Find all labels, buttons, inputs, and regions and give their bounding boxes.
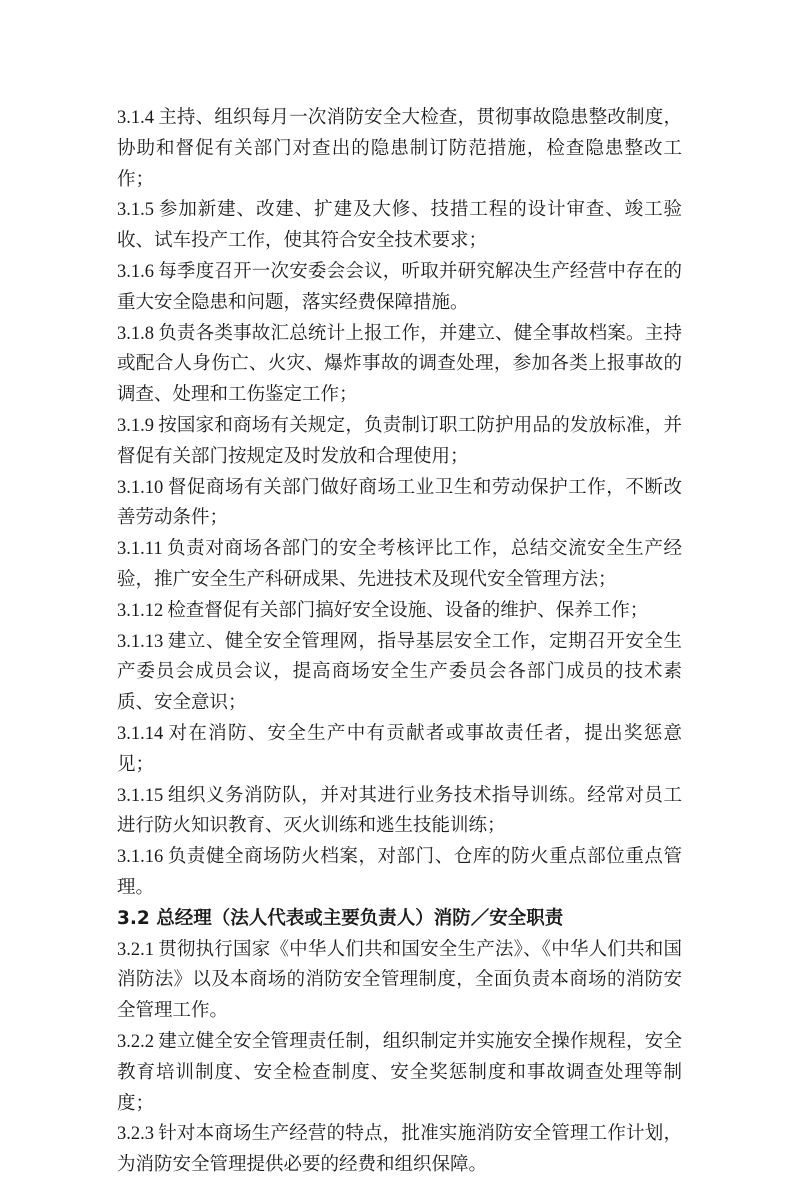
clause-text: 主持、组织每月一次消防安全大检查，贯彻事故隐患整改制度，协助和督促有关部门对查出的隐患制订防范措施，检查隐患整改工作； — [117, 107, 682, 190]
duty-paragraph — [117, 842, 682, 904]
duty-paragraph — [117, 935, 682, 1027]
clause-text: 督促商场有关部门做好商场工业卫生和劳动保护工作，不断改善劳动条件； — [117, 476, 682, 529]
clause-text: 建立、健全安全管理网，指导基层安全工作，定期召开安全生产委员会成员会议，提高商场安全生产委员会各部门成员的技术素质、安全意识； — [117, 630, 682, 714]
duty-paragraph — [117, 627, 682, 719]
duty-paragraph — [117, 195, 682, 257]
clause-text: 参加新建、改建、扩建及大修、技措工程的设计审查、竣工验收、试车投产工作，使其符合安全技术要求； — [117, 199, 682, 252]
clause-text: 对在消防、安全生产中有贡献者或事故责任者，提出奖惩意见； — [117, 722, 682, 775]
clause-number: 3.1.5 — [117, 200, 154, 221]
duty-paragraph — [117, 1027, 682, 1119]
duty-paragraph — [117, 781, 682, 843]
document-page — [117, 103, 682, 1181]
clause-text: 按国家和商场有关规定，负责制订职工防护用品的发放标准，并督促有关部门按规定及时发放和合理使用； — [117, 414, 682, 467]
clause-number: 3.1.8 — [117, 323, 154, 344]
duty-paragraph — [117, 473, 682, 535]
clause-number: 3.1.12 — [117, 600, 164, 621]
duty-paragraph — [117, 103, 682, 195]
duty-paragraph — [117, 719, 682, 781]
duty-paragraph — [117, 319, 682, 411]
clause-text: 每季度召开一次安委会会议，听取并研究解决生产经营中存在的重大安全隐患和问题，落实经费保障措施。 — [117, 260, 682, 313]
clause-number: 3.1.6 — [117, 261, 154, 282]
clause-text: 针对本商场生产经营的特点，批准实施消防安全管理工作计划，为消防安全管理提供必要的经费和组织保障。 — [117, 1123, 682, 1176]
clause-number: 3.1.13 — [117, 631, 164, 652]
clause-number: 3.2.3 — [117, 1124, 154, 1145]
clause-text: 负责各类事故汇总统计上报工作，并建立、健全事故档案。主持或配合人身伤亡、火灾、爆炸事故的调查处理，参加各类上报事故的调查、处理和工伤鉴定工作； — [117, 322, 682, 406]
duty-paragraph — [117, 534, 682, 596]
clause-number: 3.1.4 — [117, 108, 154, 128]
clause-text: 负责对商场各部门的安全考核评比工作，总结交流安全生产经验，推广安全生产科研成果、先进技术及现代安全管理方法； — [117, 538, 682, 590]
clause-number: 3.2.1 — [117, 939, 154, 960]
duty-list-3-1 — [117, 103, 682, 904]
section-heading: 3.2 总经理（法人代表或主要负责人）消防／安全职责 — [117, 907, 564, 929]
duty-paragraph — [117, 1119, 682, 1181]
clause-number: 3.1.14 — [117, 723, 164, 744]
clause-number: 3.2.2 — [117, 1031, 154, 1052]
duty-list-3-2 — [117, 935, 682, 1181]
clause-number: 3.1.9 — [117, 415, 154, 436]
clause-text: 贯彻执行国家《中华人们共和国安全生产法》、《中华人们共和国消防法》以及本商场的消防安全管理制度，全面负责本商场的消防安全管理工作。 — [117, 938, 682, 1022]
clause-text: 组织义务消防队，并对其进行业务技术指导训练。经常对员工进行防火知识教育、灭火训练和逃生技能训练； — [117, 784, 682, 837]
clause-text: 建立健全安全管理责任制，组织制定并实施安全操作规程，安全教育培训制度、安全检查制度、安全奖惩制度和事故调查处理等制度； — [117, 1030, 682, 1114]
clause-text: 检查督促有关部门搞好安全设施、设备的维护、保养工作； — [167, 599, 649, 621]
clause-text: 负责健全商场防火档案，对部门、仓库的防火重点部位重点管理。 — [117, 846, 682, 898]
clause-number: 3.1.10 — [117, 477, 164, 498]
duty-paragraph — [117, 411, 682, 473]
duty-paragraph — [117, 596, 682, 627]
clause-number: 3.1.16 — [117, 847, 164, 868]
clause-number: 3.1.15 — [117, 785, 164, 806]
clause-number: 3.1.11 — [117, 539, 163, 560]
duty-paragraph — [117, 257, 682, 319]
